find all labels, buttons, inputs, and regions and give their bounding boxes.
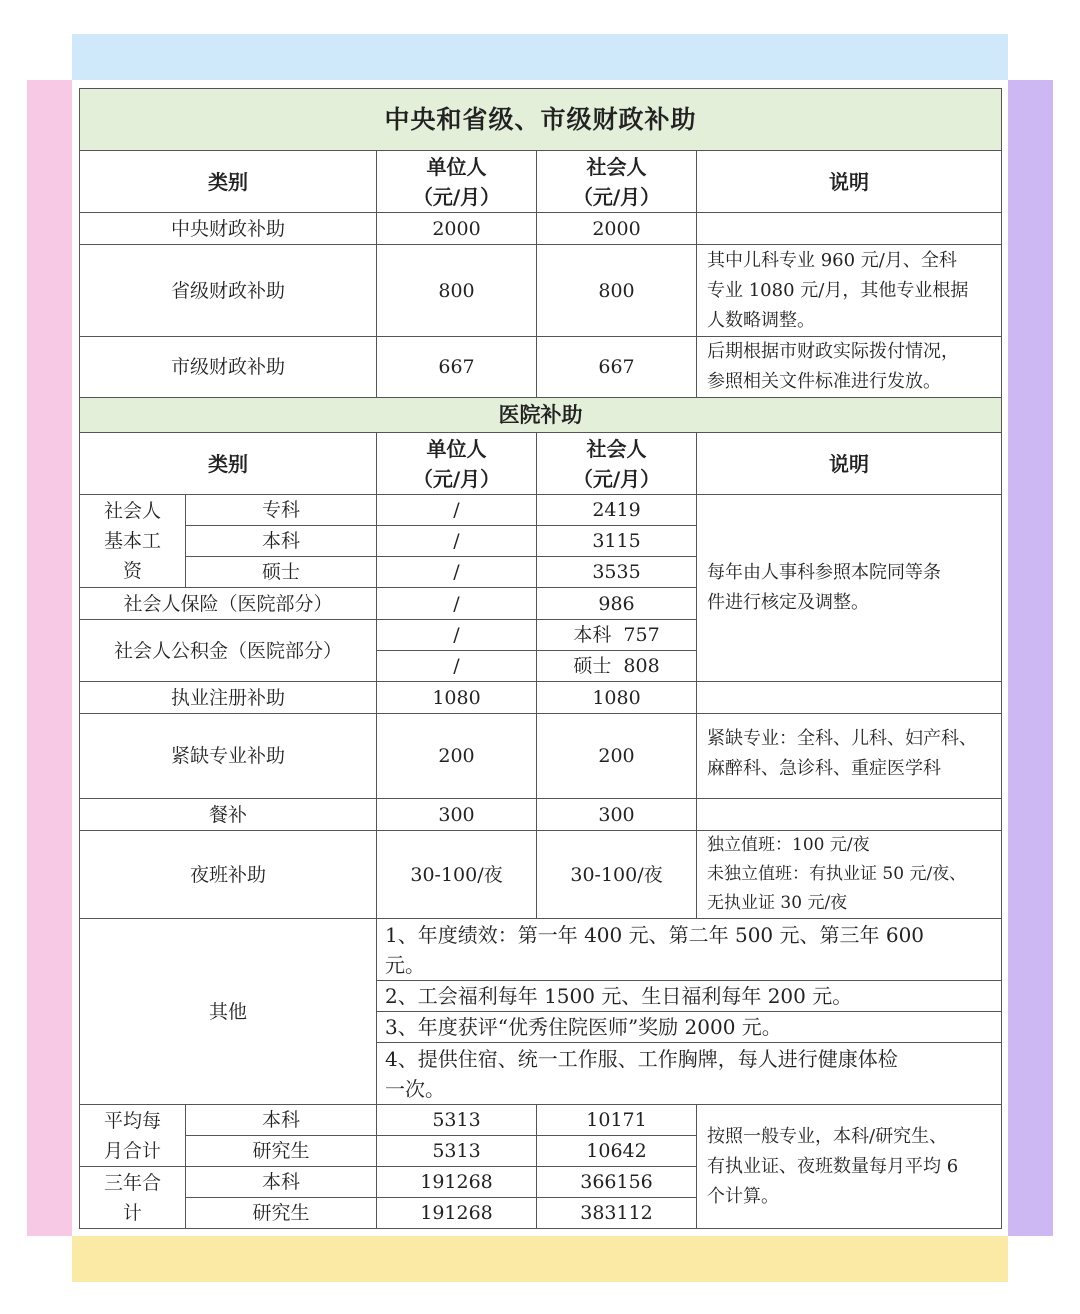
note-cell: 每年由人事科参照本院同等条 件进行核定及调整。 [697,495,1002,682]
social-value: 667 [537,337,697,398]
column-header-row [80,151,1002,213]
unit-value: 667 [377,337,537,398]
social-value: 986 [537,588,697,620]
other-item: 1、年度绩效：第一年 400 元、第二年 500 元、第三年 600 元。 [377,919,1002,981]
social-value: 3115 [537,526,697,557]
row-label: 社会人保险（医院部分） [80,588,377,620]
sub-label: 本科 [186,1105,377,1136]
table-row [80,495,1002,526]
table-title: 中央和省级、市级财政补助 [80,89,1002,151]
table-row [80,799,1002,831]
table-row [80,245,1002,337]
right-color-band [1008,80,1053,1236]
row-label: 夜班补助 [80,831,377,919]
other-item: 2、工会福利每年 1500 元、生日福利每年 200 元。 [377,981,1002,1012]
group-label: 社会人 基本工 资 [80,495,186,588]
social-value: 2000 [537,213,697,245]
header-unit: 单位人 （元/月） [377,433,537,495]
social-value: 10642 [537,1136,697,1167]
note-cell [697,213,1002,245]
table-row [80,831,1002,919]
unit-value: 191268 [377,1198,537,1229]
unit-value: 200 [377,714,537,799]
header-social: 社会人 （元/月） [537,151,697,213]
note-cell: 紧缺专业：全科、儿科、妇产科、 麻醉科、急诊科、重症医学科 [697,714,1002,799]
social-value: 366156 [537,1167,697,1198]
note-cell [697,682,1002,714]
social-value: 硕士 808 [537,651,697,682]
table-row [80,213,1002,245]
table-row [80,682,1002,714]
header-note: 说明 [697,433,1002,495]
note-cell: 其中儿科专业 960 元/月、全科 专业 1080 元/月，其他专业根据 人数略调整。 [697,245,1002,337]
unit-value: / [377,588,537,620]
sub-label: 硕士 [186,557,377,588]
row-label: 餐补 [80,799,377,831]
note-cell: 后期根据市财政实际拨付情况， 参照相关文件标准进行发放。 [697,337,1002,398]
note-cell [697,799,1002,831]
unit-value: 300 [377,799,537,831]
social-value: 300 [537,799,697,831]
header-note: 说明 [697,151,1002,213]
bottom-color-band [72,1236,1008,1282]
row-label: 市级财政补助 [80,337,377,398]
title-row [80,89,1002,151]
table-row [80,919,1002,981]
group-label: 平均每 月合计 [80,1105,186,1167]
sub-label: 本科 [186,1167,377,1198]
unit-value: / [377,620,537,651]
unit-value: / [377,495,537,526]
unit-value: / [377,651,537,682]
unit-value: / [377,526,537,557]
section-header-row [80,398,1002,433]
header-category: 类别 [80,151,377,213]
row-label: 执业注册补助 [80,682,377,714]
top-color-band [72,34,1008,80]
social-value: 30-100/夜 [537,831,697,919]
table-row [80,337,1002,398]
other-item: 4、提供住宿、统一工作服、工作胸牌，每人进行健康体检 一次。 [377,1043,1002,1105]
social-value: 383112 [537,1198,697,1229]
group-label: 三年合 计 [80,1167,186,1229]
column-header-row [80,433,1002,495]
sub-label: 本科 [186,526,377,557]
sub-label: 研究生 [186,1198,377,1229]
unit-value: 191268 [377,1167,537,1198]
unit-value: 2000 [377,213,537,245]
unit-value: 5313 [377,1105,537,1136]
unit-value: / [377,557,537,588]
row-label: 社会人公积金（医院部分） [80,620,377,682]
unit-value: 800 [377,245,537,337]
sub-label: 研究生 [186,1136,377,1167]
social-value: 200 [537,714,697,799]
social-value: 10171 [537,1105,697,1136]
social-value: 1080 [537,682,697,714]
section-title: 医院补助 [80,398,1002,433]
left-color-band [27,80,72,1236]
sub-label: 专科 [186,495,377,526]
social-value: 本科 757 [537,620,697,651]
header-unit: 单位人 （元/月） [377,151,537,213]
social-value: 2419 [537,495,697,526]
unit-value: 5313 [377,1136,537,1167]
header-social: 社会人 （元/月） [537,433,697,495]
row-label: 紧缺专业补助 [80,714,377,799]
row-label: 其他 [80,919,377,1105]
unit-value: 30-100/夜 [377,831,537,919]
table-row [80,1105,1002,1136]
subsidy-table [79,88,1002,1229]
header-category: 类别 [80,433,377,495]
other-item: 3、年度获评“优秀住院医师”奖励 2000 元。 [377,1012,1002,1043]
social-value: 800 [537,245,697,337]
row-label: 省级财政补助 [80,245,377,337]
note-cell: 独立值班：100 元/夜 未独立值班：有执业证 50 元/夜、 无执业证 30 元/夜 [697,831,1002,919]
note-cell: 按照一般专业，本科/研究生、 有执业证、夜班数量每月平均 6 个计算。 [697,1105,1002,1229]
row-label: 中央财政补助 [80,213,377,245]
social-value: 3535 [537,557,697,588]
table-row [80,714,1002,799]
unit-value: 1080 [377,682,537,714]
